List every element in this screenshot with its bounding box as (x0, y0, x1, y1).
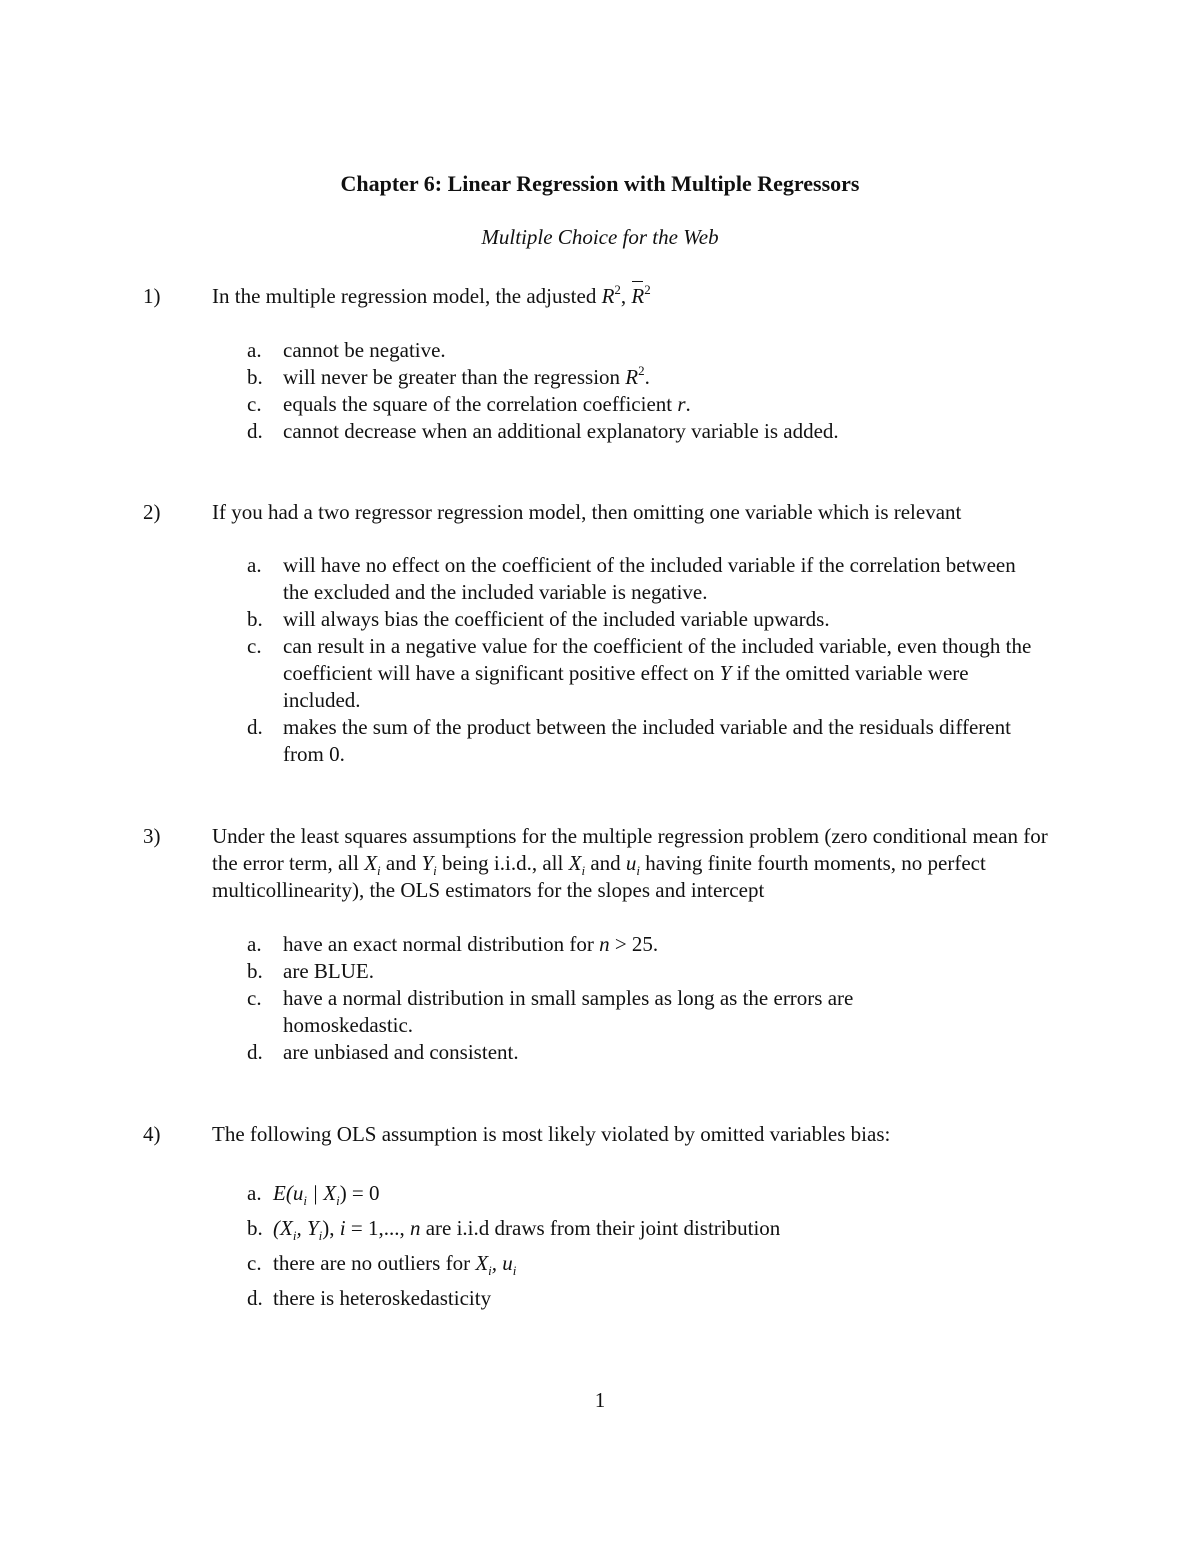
math-Y: Y (719, 661, 732, 685)
option-text: have a normal distribution in small samples as long as the errors are homoskedastic. (283, 986, 854, 1037)
page-number: 1 (594, 1388, 606, 1412)
option-letter: c. (247, 1251, 262, 1275)
option-letter: a. (247, 932, 262, 956)
math-R: R (601, 284, 615, 308)
math-subscript: i (581, 863, 586, 878)
option-b[interactable] (247, 958, 947, 985)
option-text: are BLUE. (283, 959, 374, 983)
option-text: equals the square of the correlation coefficient (283, 392, 678, 416)
math-u: u (625, 851, 637, 875)
option-letter: b. (247, 607, 263, 631)
option-d[interactable] (247, 1039, 947, 1066)
question-stem: If you had a two regressor regression model, then omitting one variable which is relevant (212, 500, 962, 524)
option-c[interactable] (247, 633, 1037, 714)
option-text: > 25. (609, 932, 659, 956)
option-text: will always bias the coefficient of the included variable upwards. (283, 607, 830, 631)
option-text: cannot be negative. (283, 338, 446, 362)
math-X: X (475, 1251, 489, 1275)
option-letter: d. (247, 1286, 263, 1310)
math-R: R (625, 365, 639, 389)
stem-text: and (380, 851, 422, 875)
option-letter: b. (247, 959, 263, 983)
math-n: n (599, 932, 610, 956)
option-text: if the omitted variable were included. (283, 661, 969, 712)
math-expression: , Y (296, 1216, 319, 1240)
option-c[interactable] (247, 391, 1047, 418)
question-2-options (247, 552, 1037, 768)
stem-text: Under the least squares assumptions for the multiple regression problem (zero conditional mean for the error term, all (212, 824, 1048, 875)
math-expression: ) = 0 (339, 1181, 380, 1205)
question-stem (212, 823, 1062, 904)
option-letter: a. (247, 1181, 262, 1205)
question-number: 3) (143, 824, 161, 848)
option-b[interactable] (247, 1211, 947, 1246)
math-superscript: 2 (638, 363, 645, 378)
question-stem (212, 283, 1072, 310)
stem-text: being i.i.d., all (436, 851, 569, 875)
math-subscript: i (636, 863, 641, 878)
option-letter: d. (247, 1040, 263, 1064)
math-subscript: i (292, 1228, 297, 1243)
math-R-bar: R (631, 284, 645, 308)
question-number: 2) (143, 500, 161, 524)
option-letter: a. (247, 553, 262, 577)
question-stem: The following OLS assumption is most likely violated by omitted variables bias: (212, 1122, 891, 1146)
question-4-options (247, 1176, 947, 1316)
option-b[interactable] (247, 606, 1037, 633)
page-title: Chapter 6: Linear Regression with Multiple Regressors (340, 171, 860, 196)
option-letter: d. (247, 715, 263, 739)
math-subscript: i (488, 1263, 492, 1278)
option-letter: b. (247, 365, 263, 389)
option-letter: a. (247, 338, 262, 362)
math-expression: ), (322, 1216, 340, 1240)
option-a[interactable] (247, 337, 1047, 364)
math-expression: = 1,..., (345, 1216, 410, 1240)
math-subscript: i (336, 1193, 340, 1208)
option-c[interactable] (247, 1246, 947, 1281)
math-subscript: i (433, 863, 437, 878)
option-a[interactable] (247, 931, 947, 958)
option-letter: c. (247, 392, 262, 416)
stem-text: In the multiple regression model, the adjusted (212, 284, 602, 308)
stem-comma: , (620, 284, 632, 308)
stem-text: having finite fourth moments, no perfect multicollinearity), the OLS estimators for the slopes and intercept (212, 851, 986, 902)
math-i: i (339, 1216, 346, 1240)
option-d[interactable] (247, 1281, 947, 1316)
question-number: 4) (143, 1122, 161, 1146)
question-number: 1) (143, 284, 161, 308)
option-text: makes the sum of the product between the included variable and the residuals different from 0. (283, 715, 1011, 766)
stem-text: and (585, 851, 626, 875)
page-subtitle: Multiple Choice for the Web (481, 225, 719, 249)
option-b[interactable] (247, 364, 1047, 391)
option-text: will never be greater than the regression (283, 365, 626, 389)
option-letter: d. (247, 419, 263, 443)
math-subscript: i (512, 1263, 517, 1278)
math-subscript: i (303, 1193, 307, 1208)
option-c[interactable] (247, 985, 947, 1039)
question-3-options (247, 931, 947, 1066)
math-n: n (409, 1216, 421, 1240)
math-subscript: i (318, 1228, 323, 1243)
option-a[interactable] (247, 552, 1037, 606)
option-d[interactable] (247, 714, 1037, 768)
option-a[interactable] (247, 1176, 947, 1211)
option-letter: c. (247, 634, 262, 658)
math-X: X (364, 851, 378, 875)
math-subscript: i (377, 863, 381, 878)
question-1-options (247, 337, 1047, 445)
math-expression: (X (273, 1216, 293, 1240)
option-text: are unbiased and consistent. (283, 1040, 519, 1064)
option-text: there are no outliers for (273, 1251, 476, 1275)
math-expression: | X (306, 1181, 337, 1205)
option-text: . (644, 365, 650, 389)
math-superscript: 2 (614, 282, 621, 297)
option-d[interactable] (247, 418, 1047, 445)
option-letter: b. (247, 1216, 263, 1240)
option-text: . (685, 392, 691, 416)
option-text: are i.i.d draws from their joint distribution (420, 1216, 781, 1240)
option-text: have an exact normal distribution for (283, 932, 600, 956)
math-X: X (568, 851, 582, 875)
option-text: there is heteroskedasticity (273, 1286, 492, 1310)
option-text: cannot decrease when an additional explanatory variable is added. (283, 419, 839, 443)
math-expression: , u (491, 1251, 513, 1275)
math-Y: Y (421, 851, 434, 875)
option-text: will have no effect on the coefficient of the included variable if the correlation between the excluded and the included variable is negative. (283, 553, 1016, 604)
math-expression: E(u (273, 1181, 304, 1205)
math-r: r (677, 392, 686, 416)
math-superscript: 2 (644, 282, 651, 297)
option-text: can result in a negative value for the coefficient of the included variable, even though the coefficient will have a significant positive effect on (283, 634, 1032, 685)
option-letter: c. (247, 986, 262, 1010)
